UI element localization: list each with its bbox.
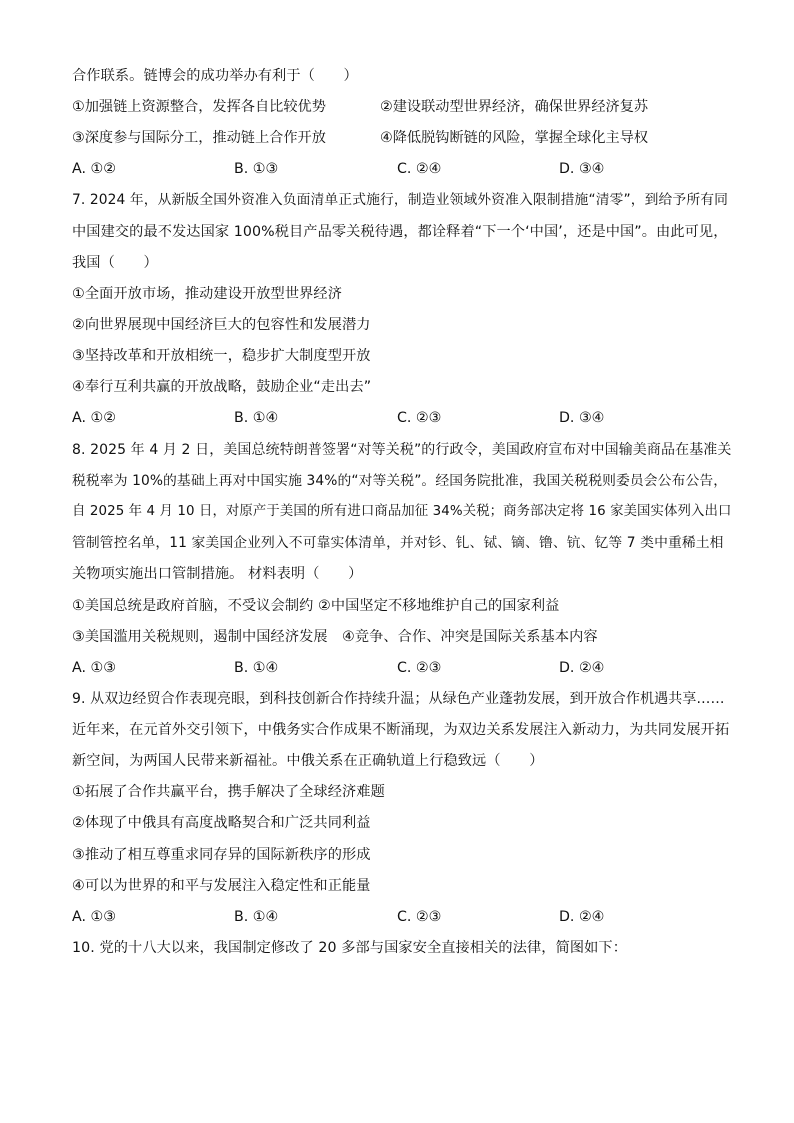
q6-stem: 合作联系。链博会的成功举办有利于（ ） <box>72 68 358 84</box>
q6-item-3: ③深度参与国际分工，推动链上合作开放 <box>72 130 326 146</box>
q7-item-4: ④奉行互利共赢的开放战略，鼓励企业“走出去” <box>72 379 372 395</box>
q7-stem-line-3: 我国（ ） <box>72 255 158 271</box>
q9-stem-line-3: 新空间，为两国人民带来新福祉。中俄关系在正确轨道上行稳致远（ ） <box>72 753 544 769</box>
q7-stem-line-1: 7. 2024 年，从新版全国外资准入负面清单正式施行，制造业领域外资准入限制措施“清零”，到给予所有同 <box>72 192 729 208</box>
q9-item-2: ②体现了中俄具有高度战略契合和广泛共同利益 <box>72 815 371 831</box>
q8-options <box>72 658 732 678</box>
q9-stem-line-1: 9. 从双边经贸合作表现亮眼，到科技创新合作持续升温；从绿色产业蓬勃发展，到开放合作机遇共享…… <box>72 691 725 707</box>
q8-stem-line-2: 税税率为 10%的基础上再对中国实施 34%的“对等关税”。经国务院批准，我国关税税则委员会公布公告， <box>72 473 728 489</box>
q8-stem-line-3: 自 2025 年 4 月 10 日，对原产于美国的所有进口商品加征 34%关税；商务部决定将 16 家美国实体列入出口 <box>72 504 732 519</box>
q7-stem-line-2: 中国建交的最不发达国家 100%税目产品零关税待遇，都诠释着“下一个‘中国’，还是中国”。由此可见， <box>72 224 728 240</box>
q6-items-row-2 <box>72 128 732 148</box>
q9-option-c[interactable]: C. ②③ <box>397 909 442 925</box>
q7-option-a[interactable]: A. ①② <box>72 410 116 426</box>
q6-item-1: ①加强链上资源整合，发挥各自比较优势 <box>72 99 326 115</box>
q6-options <box>72 159 732 179</box>
q6-items-row-1 <box>72 97 732 117</box>
q8-stem-line-1: 8. 2025 年 4 月 2 日，美国总统特朗普签署“对等关税”的行政令，美国政府宣布对中国输美商品在基准关 <box>72 442 732 458</box>
q6-option-a[interactable]: A. ①② <box>72 161 116 177</box>
q6-item-4: ④降低脱钩断链的风险，掌握全球化主导权 <box>380 130 649 146</box>
q8-option-a[interactable]: A. ①③ <box>72 660 116 676</box>
q8-stem-line-5: 关物项实施出口管制措施。 材料表明（ ） <box>72 566 363 582</box>
q9-option-b[interactable]: B. ①④ <box>234 909 279 925</box>
q8-option-d[interactable]: D. ②④ <box>559 660 605 676</box>
q8-option-b[interactable]: B. ①④ <box>234 660 279 676</box>
q9-item-1: ①拓展了合作共赢平台，携手解决了全球经济难题 <box>72 784 385 800</box>
q6-item-2: ②建设联动型世界经济，确保世界经济复苏 <box>380 99 649 115</box>
q6-option-c[interactable]: C. ②④ <box>397 161 442 177</box>
q7-option-c[interactable]: C. ②③ <box>397 410 442 426</box>
q7-item-2: ②向世界展现中国经济巨大的包容性和发展潜力 <box>72 317 371 333</box>
q10-stem: 10. 党的十八大以来，我国制定修改了 20 多部与国家安全直接相关的法律，简图如下： <box>72 940 628 956</box>
q6-option-b[interactable]: B. ①③ <box>234 161 279 177</box>
q8-option-c[interactable]: C. ②③ <box>397 660 442 676</box>
q9-item-4: ④可以为世界的和平与发展注入稳定性和正能量 <box>72 878 371 894</box>
q9-option-d[interactable]: D. ②④ <box>559 909 605 925</box>
q8-items-line-2: ③美国滥用关税规则，遏制中国经济发展 ④竞争、合作、冲突是国际关系基本内容 <box>72 629 598 645</box>
q7-item-3: ③坚持改革和开放相统一，稳步扩大制度型开放 <box>72 348 371 364</box>
q8-stem-line-4: 管制管控名单，11 家美国企业列入不可靠实体清单，并对钐、钆、铽、镝、镥、钪、钇等 7 类中重稀土相 <box>72 535 724 551</box>
q9-stem-line-2: 近年来，在元首外交引领下，中俄务实合作成果不断涌现，为双边关系发展注入新动力，为共同发展开拓 <box>72 722 730 738</box>
q7-option-b[interactable]: B. ①④ <box>234 410 279 426</box>
q7-option-d[interactable]: D. ③④ <box>559 410 605 426</box>
q9-item-3: ③推动了相互尊重求同存异的国际新秩序的形成 <box>72 847 371 863</box>
q7-item-1: ①全面开放市场，推动建设开放型世界经济 <box>72 286 342 302</box>
q7-options <box>72 408 732 428</box>
q8-items-line-1: ①美国总统是政府首脑，不受议会制约 ②中国坚定不移地维护自己的国家利益 <box>72 598 560 614</box>
q9-options <box>72 907 732 927</box>
q9-option-a[interactable]: A. ①③ <box>72 909 116 925</box>
q6-option-d[interactable]: D. ③④ <box>559 161 605 177</box>
